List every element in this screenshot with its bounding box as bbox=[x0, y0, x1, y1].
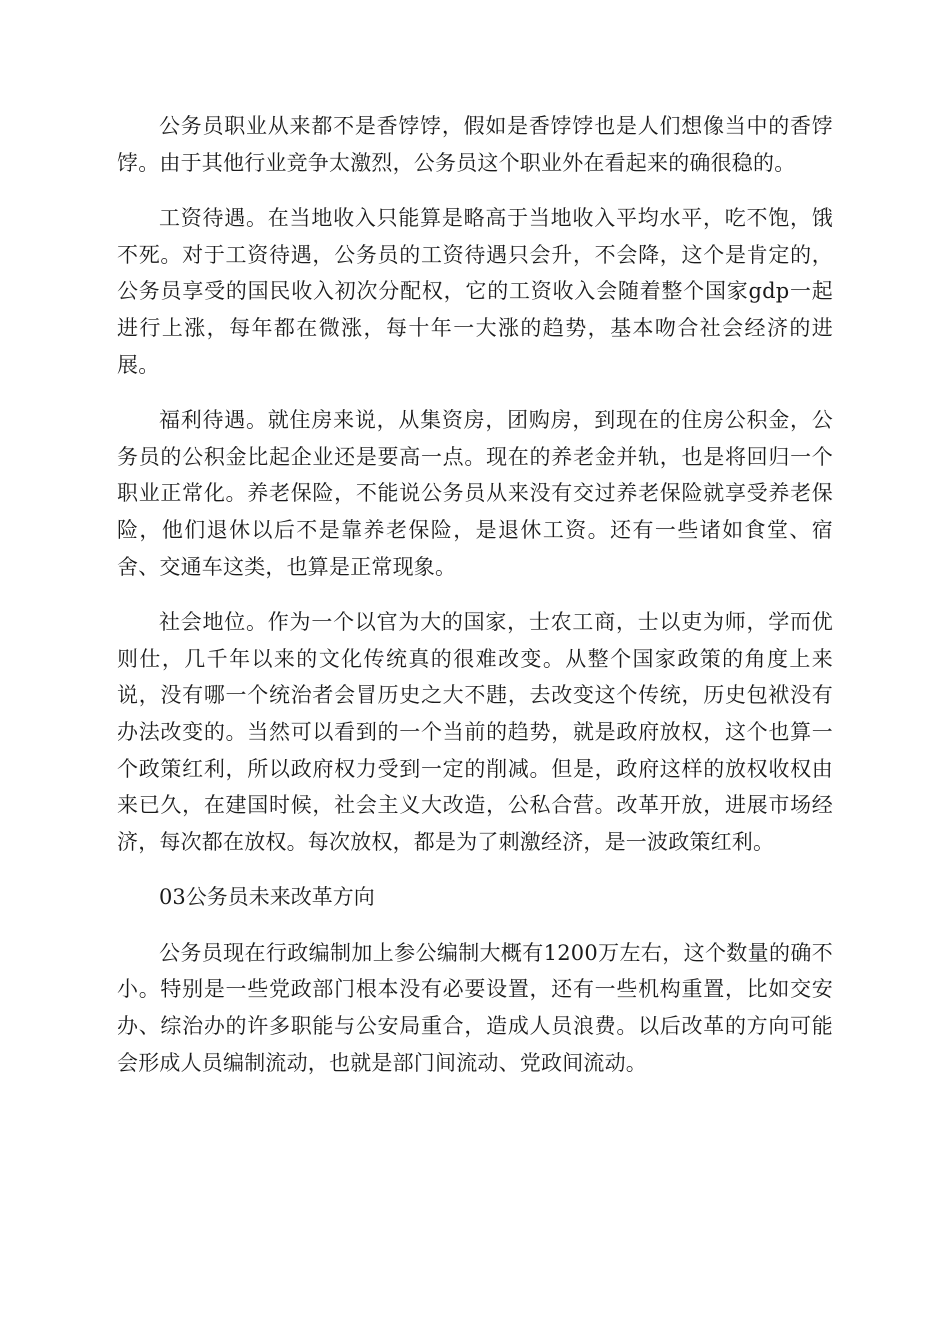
paragraph-social-status: 社会地位。作为一个以官为大的国家，士农工商，士以吏为师，学而优则仕，几千年以来的文化传统真的很难改变。从整个国家政策的角度上来说，没有哪一个统治者会冒历史之大不韪，去改变这个传统，历史包袱没有办法改变的。当然可以看到的一个当前的趋势，就是政府放权，这个也算一个政策红利，所以政府权力受到一定的削减。但是，政府这样的放权收权由来已久，在建国时候，社会主义大改造，公私合营。改革开放，进展市场经济，每次都在放权。每次放权，都是为了刺激经济，是一波政策红利。 bbox=[117, 610, 833, 854]
paragraph-welfare: 福利待遇。就住房来说，从集资房，团购房，到现在的住房公积金，公务员的公积金比起企业还是要高一点。现在的养老金并轨，也是将回归一个职业正常化。养老保险，不能说公务员从来没有交过养老保险就享受养老保险，他们退休以后不是靠养老保险，是退休工资。还有一些诸如食堂、宿舍、交通车这类，也算是正常现象。 bbox=[117, 408, 833, 579]
document-page bbox=[117, 108, 833, 1100]
section-heading: 03公务员未来改革方向 bbox=[159, 885, 375, 910]
paragraph-salary: 工资待遇。在当地收入只能算是略高于当地收入平均水平，吃不饱，饿不死。对于工资待遇，公务员的工资待遇只会升，不会降，这个是肯定的，公务员享受的国民收入初次分配权，它的工资收入会随着整个国家gdp一起进行上涨，每年都在微涨，每十年一大涨的趋势，基本吻合社会经济的进展。 bbox=[117, 206, 833, 377]
paragraph-intro: 公务员职业从来都不是香饽饽，假如是香饽饽也是人们想像当中的香饽饽。由于其他行业竞争太激烈，公务员这个职业外在看起来的确很稳的。 bbox=[117, 114, 833, 175]
paragraph-reform: 公务员现在行政编制加上参公编制大概有1200万左右，这个数量的确不小。特别是一些党政部门根本没有必要设置，还有一些机构重置，比如交安办、综治办的许多职能与公安局重合，造成人员浪费。以后改革的方向可能会形成人员编制流动，也就是部门间流动、党政间流动。 bbox=[117, 940, 833, 1075]
